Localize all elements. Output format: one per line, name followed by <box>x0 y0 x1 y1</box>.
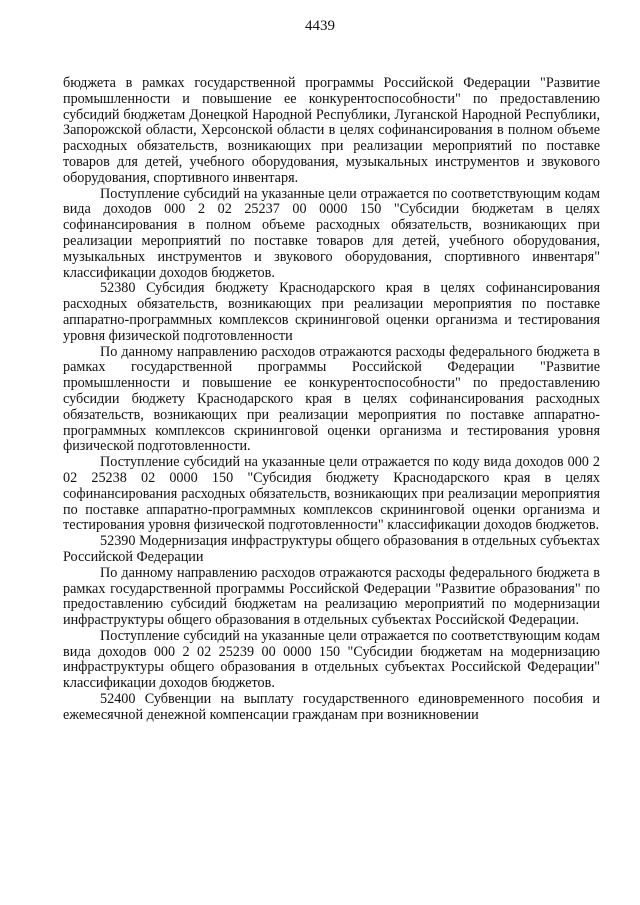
paragraph-revenue-code-25237: Поступление субсидий на указанные цели отражается по соответствующим кодам вида доходов 000 2 02 25237 00 0000 150 "Субсидии бюджетам в целях софинансирования в полном объеме расходных обязательств, возникающих при реализации мероприятий по поставке товаров для детей, учебного оборудования, музыкальных инструментов и звукового оборудования, спортивного инвентаря" классификации доходов бюджетов. <box>63 185 600 281</box>
paragraph-description-52380: По данному направлению расходов отражаются расходы федерального бюджета в рамках государственной программы Российской Федерации "Развитие промышленности и повышение ее конкурентоспособности" по предоставлению субсидии бюджету Краснодарского края в целях софинансирования расходных обязательств, возникающих при реализации мероприятия по поставке аппаратно-программных комплексов скрининговой оценки организма и тестирования уровня физической подготовленности. <box>63 343 600 455</box>
paragraph-heading-52380: 52380 Субсидия бюджету Краснодарского края в целях софинансирования расходных обязательств, возникающих при реализации мероприятия по поставке аппаратно-программных комплексов скрининговой оценки организма и тестирования уровня физической подготовленности <box>63 280 600 344</box>
document-body <box>63 76 600 724</box>
paragraph-revenue-code-25239: Поступление субсидий на указанные цели отражается по соответствующим кодам вида доходов 000 2 02 25239 00 0000 150 "Субсидии бюджетам на модернизацию инфраструктуры общего образования в отдельных субъектах Российской Федерации" классификации доходов бюджетов. <box>63 627 600 692</box>
paragraph-revenue-code-25238: Поступление субсидий на указанные цели отражается по коду вида доходов 000 2 02 25238 02 0000 150 "Субсидия бюджету Краснодарского края в целях софинансирования расходных обязательств, возникающих при реализации мероприятия по поставке аппаратно-программных комплексов скрининговой оценки организма и тестирования уровня физической подготовленности" классификации доходов бюджетов. <box>63 454 600 534</box>
paragraph-heading-52400: 52400 Субвенции на выплату государственного единовременного пособия и ежемесячной денежной компенсации гражданам при возникновении <box>63 691 600 723</box>
paragraph-description-52390: По данному направлению расходов отражаются расходы федерального бюджета в рамках государственной программы Российской Федерации "Развитие образования" по предоставлению субсидий бюджетам на реализацию мероприятий по модернизации инфраструктуры общего образования в отдельных субъектах Российской Федерации. <box>63 564 600 629</box>
paragraph-heading-52390: 52390 Модернизация инфраструктуры общего образования в отдельных субъектах Российской Федерации <box>63 533 600 565</box>
paragraph-continuation: бюджета в рамках государственной программы Российской Федерации "Развитие промышленности и повышение ее конкурентоспособности" по предоставлению субсидий бюджетам Донецкой Народной Республики, Луганской Народной Республики, Запорожской области, Херсонской области в целях софинансирования в полном объеме расходных обязательств, возникающих при реализации мероприятий по поставке товаров для детей, учебного оборудования, музыкальных инструментов и звукового оборудования, спортивного инвентаря. <box>63 75 600 186</box>
page-number: 4439 <box>305 18 335 34</box>
